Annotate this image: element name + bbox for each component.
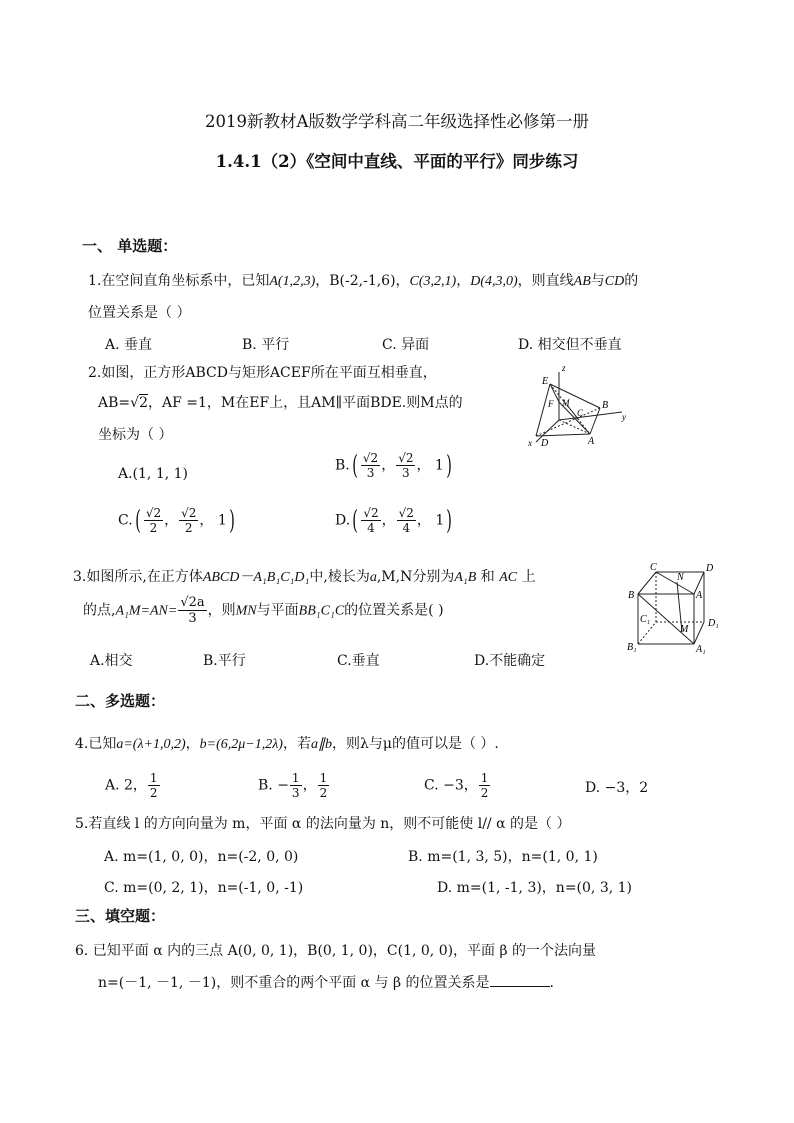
fig3-label-m: M bbox=[680, 624, 689, 635]
q6-line2: n=(－1, －1, －1)，则不重合的两个平面 α 与 β 的位置关系是 . bbox=[98, 975, 554, 991]
fig2-label-e: E bbox=[542, 376, 549, 387]
q3-line2: 的点,A₁M=AN= $\frac{√2a}{3}$ ，则MN与平面BB₁C₁C的位置关系是( ) bbox=[83, 595, 444, 626]
fig2-label-x: x bbox=[528, 438, 532, 448]
fig2-label-a: A bbox=[588, 436, 595, 447]
q1-line2: 位置关系是（ ） bbox=[88, 305, 191, 321]
fig2-label-b: B bbox=[602, 400, 609, 411]
fig3-label-c1: C₁ bbox=[640, 614, 651, 625]
q1-option-c: C. 异面 bbox=[382, 337, 430, 353]
fig2-label-d: D bbox=[541, 438, 549, 449]
q6-line1: 6. 已知平面 α 内的三点 A(0, 0, 1)，B(0, 1, 0)，C(1, 0, 0)，平面 β 的一个法向量 bbox=[75, 943, 597, 959]
fig2-label-m: M bbox=[562, 398, 570, 408]
fig3-label-b: B bbox=[628, 590, 635, 601]
q1-option-b: B. 平行 bbox=[242, 337, 290, 353]
fig3-label-a1: A₁ bbox=[696, 644, 706, 655]
q3-option-d: D.不能确定 bbox=[474, 653, 546, 669]
section-single-choice: 一、 单选题： bbox=[82, 237, 178, 255]
q3-line1: 3.如图所示,在正方体ABCD－A₁B₁C₁D₁中,棱长为a,M,N分别为A₁B 和 AC 上 bbox=[73, 569, 536, 585]
q2-option-a: A.(1, 1, 1) bbox=[118, 466, 189, 482]
doc-title-line2: 1.4.1（2）《空间中直线、平面的平行》同步练习 bbox=[215, 152, 579, 171]
q3-option-a: A.相交 bbox=[90, 653, 133, 669]
q4-option-a: A. 2， $\frac{1}{2}$ bbox=[105, 771, 158, 800]
fig2-label-f: F bbox=[548, 399, 554, 409]
q3-option-b: B.平行 bbox=[203, 653, 246, 669]
fig3-label-a: A bbox=[696, 590, 703, 601]
q5-stem: 5.若直线 l 的方向向量为 m，平面 α 的法向量为 n，则不可能使 l// α 的是（ ） bbox=[75, 816, 571, 832]
fig2-label-z: z bbox=[562, 363, 566, 373]
q1-line1: 1.在空间直角坐标系中，已知A(1,2,3)，B(-2,-1,6)，C(3,2,1)，D(4,3,0)，则直线AB与CD的 bbox=[88, 273, 639, 289]
doc-title-line1: 2019新教材A版数学学科高二年级选择性必修第一册 bbox=[205, 112, 589, 131]
q1-option-a: A. 垂直 bbox=[105, 337, 153, 353]
q2-line1: 2.如图，正方形ABCD与矩形ACEF所在平面互相垂直， bbox=[88, 365, 437, 381]
q5-option-c: C. m=(0, 2, 1)，n=(-1, 0, -1) bbox=[104, 880, 304, 896]
q2-line3: 坐标为（ ） bbox=[98, 427, 173, 443]
q2-figure bbox=[522, 362, 632, 452]
fig3-label-d: D bbox=[706, 563, 714, 574]
fig2-label-y: y bbox=[622, 412, 626, 422]
section-multiple-choice: 二、多选题： bbox=[75, 692, 166, 710]
q6-answer-blank[interactable] bbox=[490, 974, 550, 987]
q2-option-b: B.( $\frac{√2}{3}$ ， $\frac{√2}{3}$ ， 1) bbox=[335, 450, 452, 481]
q5-option-b: B. m=(1, 3, 5)，n=(1, 0, 1) bbox=[408, 849, 598, 865]
q5-option-a: A. m=(1, 0, 0)，n=(-2, 0, 0) bbox=[104, 849, 299, 865]
q1-option-d: D. 相交但不垂直 bbox=[518, 337, 622, 353]
fig2-label-c: C bbox=[577, 408, 584, 418]
q4-option-c: C. −3， $\frac{1}{2}$ bbox=[424, 771, 489, 800]
section-fill-blank: 三、填空题： bbox=[75, 907, 166, 925]
q4-stem: 4.已知a=(λ+1,0,2)，b=(6,2μ−1,2λ)，若a∥b，则λ与μ的值可以是（ ）. bbox=[75, 736, 499, 752]
q4-option-b: B. − $\frac{1}{3}$ ， $\frac{1}{2}$ bbox=[258, 771, 328, 800]
fig3-label-b1: B₁ bbox=[627, 642, 637, 653]
fig3-label-c: C bbox=[650, 562, 657, 573]
q4-option-d: D. −3，2 bbox=[585, 780, 649, 796]
q2-option-c: C.( $\frac{√2}{2}$ ， $\frac{√2}{2}$ ， 1) bbox=[118, 505, 235, 536]
q5-option-d: D. m=(1, -1, 3)，n=(0, 3, 1) bbox=[437, 880, 633, 896]
q2-line2: AB=√2，AF =1，M在EF上，且AM∥平面BDE.则M点的 bbox=[98, 395, 463, 411]
q2-option-d: D.( $\frac{√2}{4}$ ， $\frac{√2}{4}$ ， 1) bbox=[335, 505, 453, 536]
q3-figure bbox=[624, 560, 729, 655]
q3-option-c: C.垂直 bbox=[337, 653, 380, 669]
fig3-label-d1: D₁ bbox=[708, 618, 719, 629]
fig3-label-n: N bbox=[677, 572, 684, 583]
